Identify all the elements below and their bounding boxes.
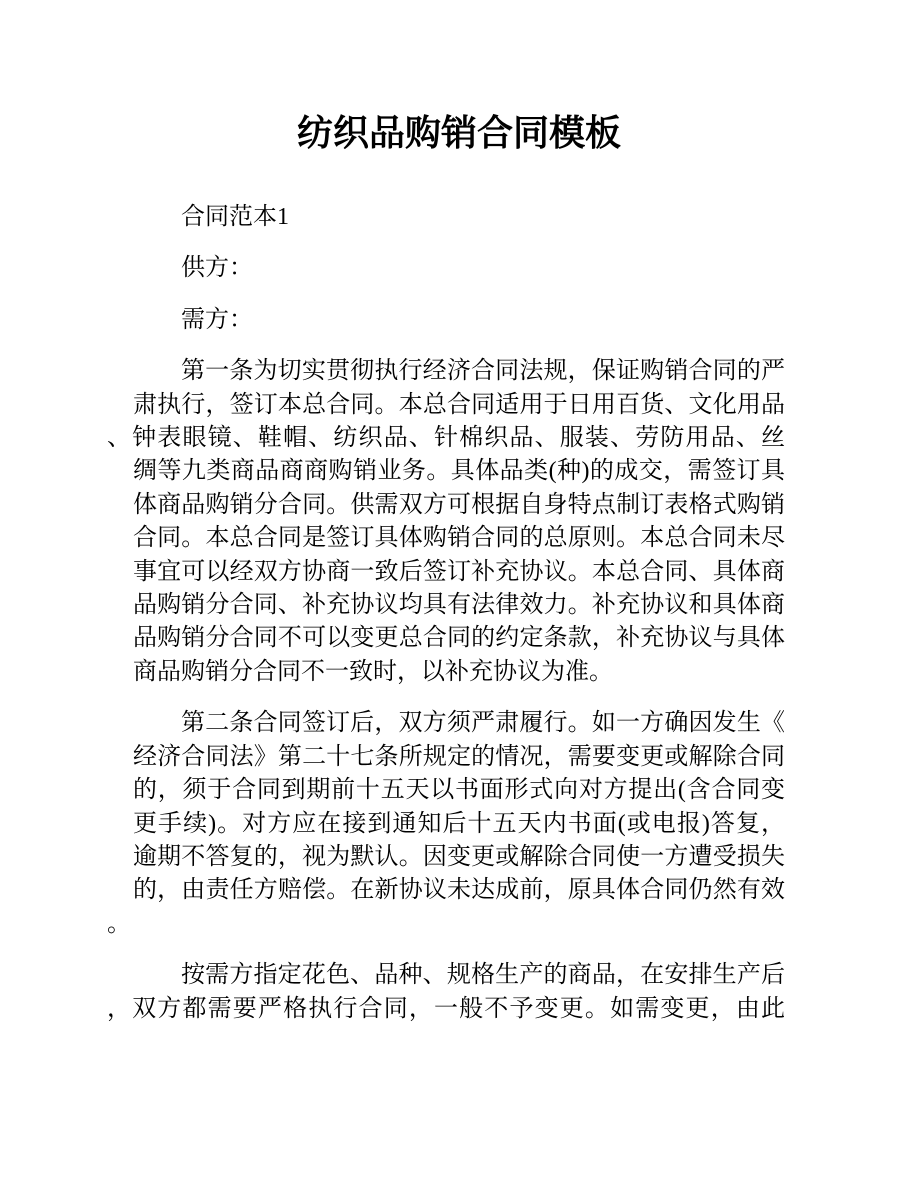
text-line: 绸等九类商品商商购销业务。具体品类(种)的成交，需签订具 <box>133 458 785 485</box>
meta-line-buyer <box>133 304 785 337</box>
meta-line-supplier <box>133 252 785 285</box>
text-line: 商品购销分合同不一致时，以补充协议为准。 <box>133 658 613 685</box>
paragraph-production-terms <box>107 959 785 1026</box>
document-title: 纺织品购销合同模板 <box>296 112 621 153</box>
text-line: 经济合同法》第二十七条所规定的情况，需要变更或解除合同 <box>133 743 785 770</box>
text-line: 按需方指定花色、品种、规格生产的商品，在安排生产后 <box>181 962 785 989</box>
text-line: 品购销分合同、补充协议均具有法律效力。补充协议和具体商 <box>133 592 785 619</box>
text-line: 合同范本1 <box>181 204 289 230</box>
text-line: 。 <box>107 910 131 937</box>
text-line: 体商品购销分合同。供需双方可根据自身特点制订表格式购销 <box>133 491 785 518</box>
text-line: 的，由责任方赔偿。在新协议未达成前，原具体合同仍然有效 <box>133 877 785 904</box>
text-line: 更手续)。对方应在接到通知后十五天内书面(或电报)答复， <box>133 810 785 837</box>
text-line: 第二条合同签订后，双方须严肃履行。如一方确因发生《 <box>181 710 785 737</box>
text-line: 合同。本总合同是签订具体购销合同的总原则。本总合同未尽 <box>133 525 785 552</box>
text-line: 品购销分合同不可以变更总合同的约定条款，补充协议与具体 <box>133 625 785 652</box>
text-line: ，双方都需要严格执行合同，一般不予变更。如需变更，由此 <box>107 995 785 1022</box>
paragraph-clause-1 <box>107 355 785 689</box>
paragraph-clause-2 <box>107 707 785 941</box>
text-line: 、钟表眼镜、鞋帽、纺织品、针棉织品、服装、劳防用品、丝 <box>107 425 785 452</box>
text-line: 需方： <box>181 306 253 333</box>
text-line: 的，须于合同到期前十五天以书面形式向对方提出(含合同变 <box>133 777 785 804</box>
text-line: 第一条为切实贯彻执行经济合同法规，保证购销合同的严 <box>181 358 785 385</box>
text-line: 逾期不答复的，视为默认。因变更或解除合同使一方遭受损失 <box>133 843 785 870</box>
text-line: 肃执行，签订本总合同。本总合同适用于日用百货、文化用品 <box>133 391 785 418</box>
meta-line-contract-sample <box>133 201 785 234</box>
text-line: 事宜可以经双方协商一致后签订补充协议。本总合同、具体商 <box>133 558 785 585</box>
text-line: 供方： <box>181 255 253 282</box>
